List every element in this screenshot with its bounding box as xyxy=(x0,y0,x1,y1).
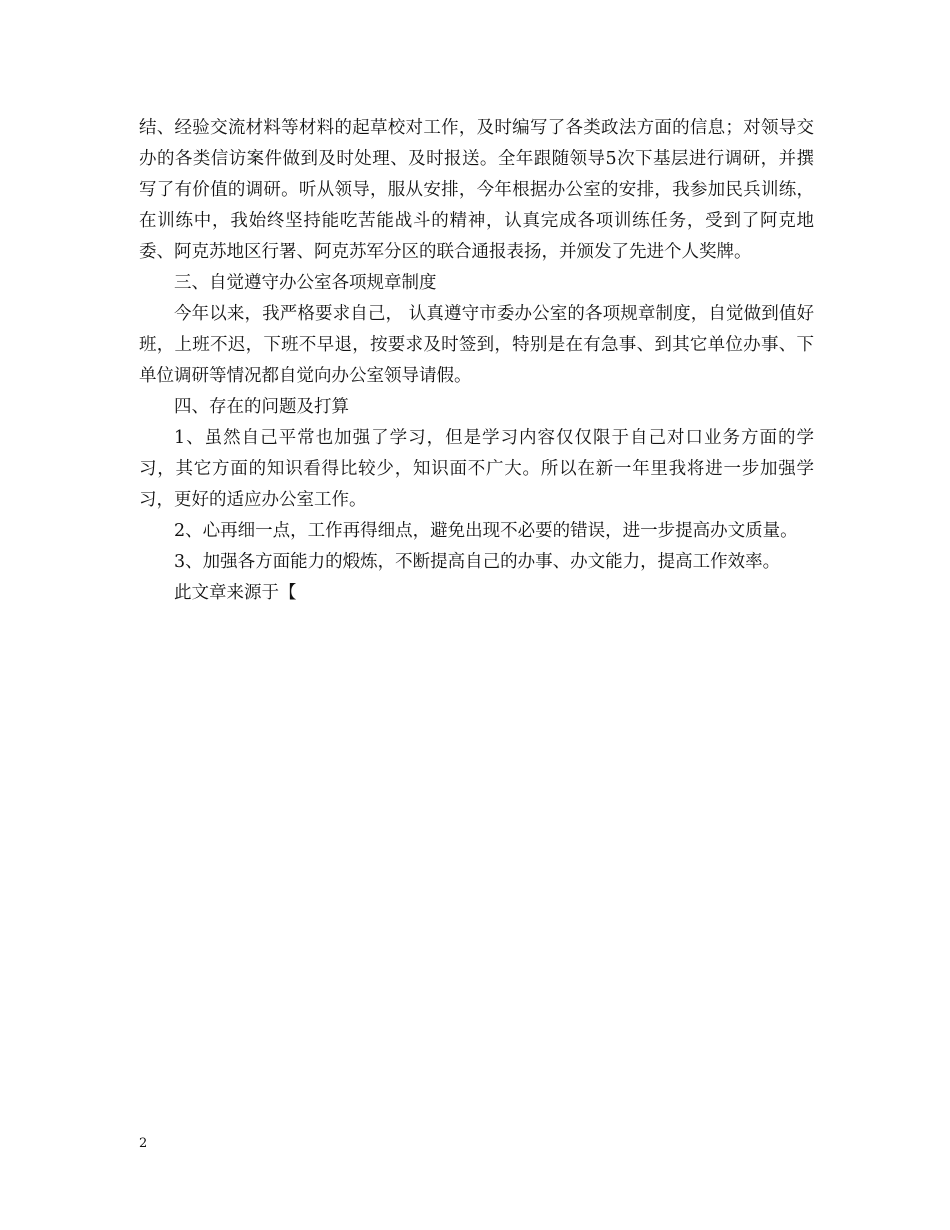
list-item-3: 3、加强各方面能力的煅炼，不断提高自己的办事、办文能力，提高工作效率。 xyxy=(174,552,781,572)
document-body xyxy=(139,113,814,609)
paragraph-rules: 今年以来，我严格要求自己， 认真遵守市委办公室的各项规章制度，自觉做到值好班，上班不迟，下班不早退，按要求及时签到，特别是在有急事、到其它单位办事、下单位调研等情况都自觉向办公室领导请假。 xyxy=(139,304,814,386)
paragraph-continuation: 结、经验交流材料等材料的起草校对工作，及时编写了各类政法方面的信息；对领导交办的各类信访案件做到及时处理、及时报送。全年跟随领导5次下基层进行调研，并撰写了有价值的调研。听从领导，服从安排，今年根据办公室的安排，我参加民兵训练，在训练中，我始终坚持能吃苦能战斗的精神，认真完成各项训练任务，受到了阿克地委、阿克苏地区行署、阿克苏军分区的联合通报表扬，并颁发了先进个人奖牌。 xyxy=(139,118,814,262)
page-number: 2 xyxy=(139,1136,148,1151)
list-item-2: 2、心再细一点，工作再得细点，避免出现不必要的错误，进一步提高办文质量。 xyxy=(174,521,798,541)
section-heading-four: 四、存在的问题及打算 xyxy=(174,397,349,417)
list-item-1: 1、虽然自己平常也加强了学习，但是学习内容仅仅限于自己对口业务方面的学习，其它方面的知识看得比较少，知识面不广大。所以在新一年里我将进一步加强学习，更好的适应办公室工作。 xyxy=(139,428,814,510)
source-note: 此文章来源于【 xyxy=(174,583,297,603)
section-heading-three: 三、自觉遵守办公室各项规章制度 xyxy=(174,273,437,293)
